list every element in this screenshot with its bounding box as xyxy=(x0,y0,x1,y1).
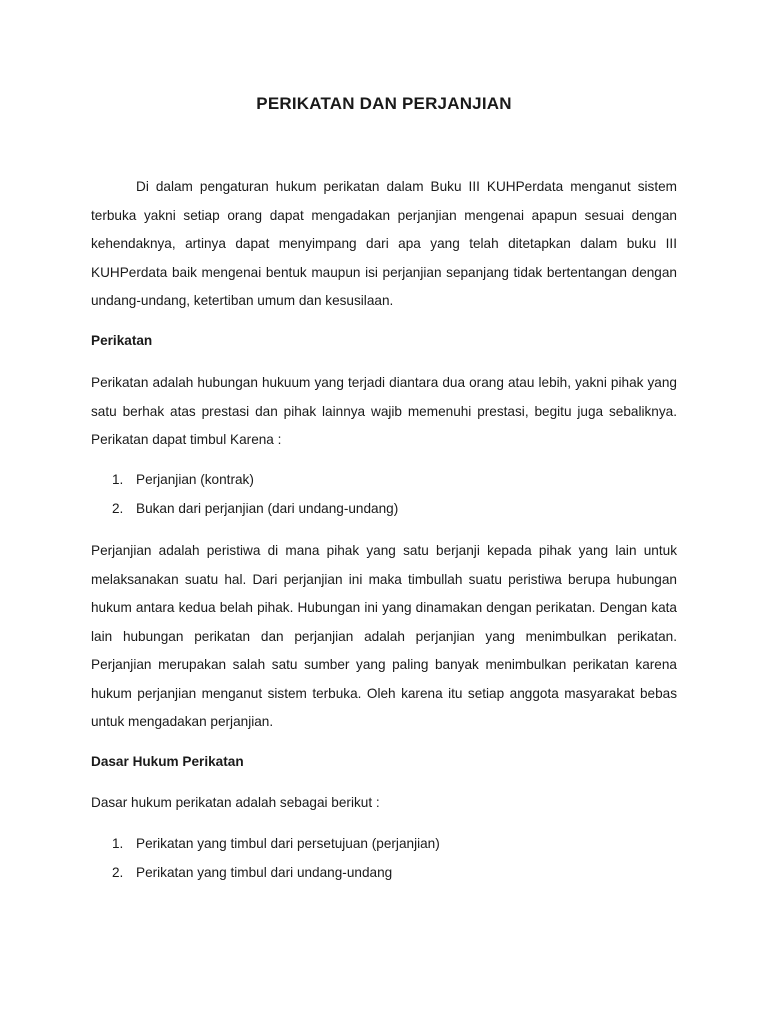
dasar-hukum-list xyxy=(91,830,440,887)
list-item-number: 2. xyxy=(112,864,124,880)
section-heading-dasar-hukum: Dasar Hukum Perikatan xyxy=(91,754,244,769)
list-item-text: Perikatan yang timbul dari persetujuan (perjanjian) xyxy=(136,836,440,851)
list-item xyxy=(91,830,440,859)
section-heading-perikatan: Perikatan xyxy=(91,333,153,348)
intro-paragraph: Di dalam pengaturan hukum perikatan dalam Buku III KUHPerdata menganut sistem terbuka yakni setiap orang dapat mengadakan perjanjian mengenai apapun sesuai dengan kehendaknya, artinya dapat menyimpang dari apa yang telah ditetapkan dalam buku III KUHPerdata baik mengenai bentuk maupun isi perjanjian sepanjang tidak bertentangan dengan undang-undang, ketertiban umum dan kesusilaan. xyxy=(91,179,677,308)
list-item-text: Perikatan yang timbul dari undang-undang xyxy=(136,864,393,880)
list-item-text: Bukan dari perjanjian (dari undang-undang) xyxy=(136,500,399,516)
list-item-text: Perjanjian (kontrak) xyxy=(136,472,254,487)
list-item-number: 1. xyxy=(112,472,124,487)
dasar-hukum-paragraph: Dasar hukum perikatan adalah sebagai berikut : xyxy=(91,795,380,810)
document-title: PERIKATAN DAN PERJANJIAN xyxy=(256,94,512,113)
perikatan-paragraph: Perikatan adalah hubungan hukuum yang terjadi diantara dua orang atau lebih, yakni pihak yang satu berhak atas prestasi dan pihak lainnya wajib memenuhi prestasi, begitu juga sebaliknya. Perikatan dapat timbul Karena : xyxy=(91,375,677,447)
list-item-number: 1. xyxy=(112,836,124,851)
perikatan-sources-list xyxy=(91,466,398,523)
list-item xyxy=(91,495,398,524)
list-item-number: 2. xyxy=(112,500,124,516)
list-item xyxy=(91,859,440,888)
list-item xyxy=(91,466,398,495)
perjanjian-paragraph: Perjanjian adalah peristiwa di mana pihak yang satu berjanji kepada pihak yang lain untuk melaksanakan suatu hal. Dari perjanjian ini maka timbullah suatu peristiwa berupa hubungan hukum antara kedua belah pihak. Hubungan ini yang dinamakan dengan perikatan. Dengan kata lain hubungan perikatan dan perjanjian adalah perjanjian yang menimbulkan perikatan. Perjanjian merupakan salah satu sumber yang paling banyak menimbulkan perikatan karena hukum perjanjian menganut sistem terbuka. Oleh karena itu setiap anggota masyarakat bebas untuk mengadakan perjanjian. xyxy=(91,543,677,729)
